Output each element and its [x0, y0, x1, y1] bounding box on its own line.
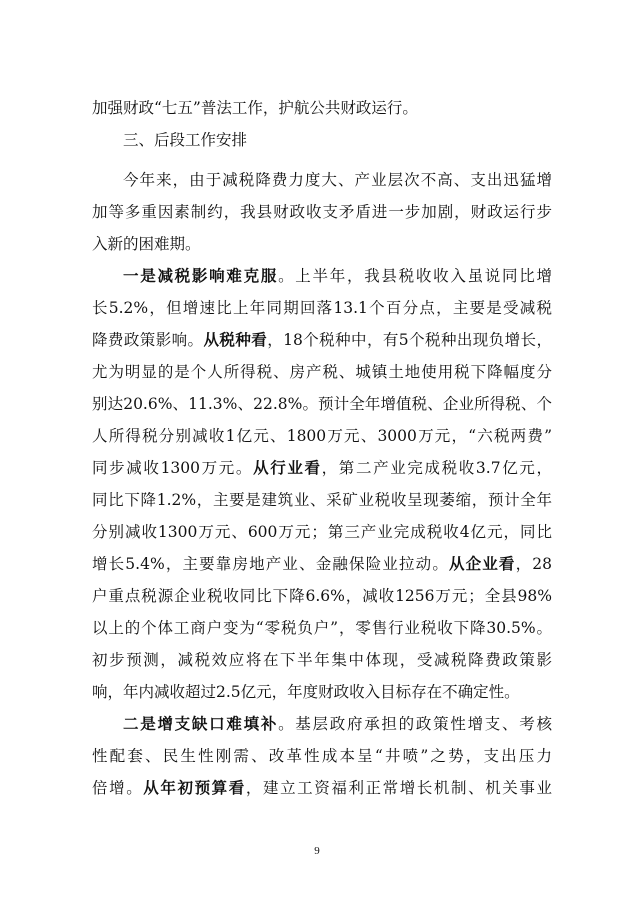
text-line — [92, 744, 552, 768]
text-line — [92, 360, 552, 384]
body-text-run: 初步预测，减税效应将在下半年集中体现，受减税降费政策影 — [92, 651, 552, 669]
body-text-run: 增长5.4%，主要靠房地产业、金融保险业拉动。 — [92, 555, 449, 573]
text-line — [92, 232, 552, 256]
text-line — [92, 488, 552, 512]
body-text-run: 人所得税分别减收1亿元、1800万元、3000万元，“六税两费” — [92, 427, 552, 445]
body-text-run: ，第二产业完成税收3.7亿元， — [321, 459, 552, 477]
body-text-run: ，28 — [515, 555, 552, 573]
body-text-run: 三、后段工作安排 — [123, 131, 248, 149]
text-line — [92, 96, 552, 120]
body-text-run: 加等多重因素制约，我县财政收支矛盾进一步加剧，财政运行步 — [92, 203, 552, 221]
text-line — [92, 328, 552, 352]
body-text-run: 入新的困难期。 — [92, 235, 201, 253]
text-line — [92, 712, 552, 736]
emphasis-text: 从行业看 — [253, 458, 322, 477]
text-line — [92, 520, 552, 544]
page-number: 9 — [314, 845, 320, 857]
text-line — [92, 168, 552, 192]
body-text-run: 。基层政府承担的政策性增支、考核 — [278, 715, 552, 733]
body-text-run: 今年来，由于减税降费力度大、产业层次不高、支出迅猛增 — [123, 171, 552, 189]
body-text-run: 同步减收1300万元。 — [92, 459, 254, 477]
emphasis-text: 从企业看 — [448, 554, 516, 573]
text-line — [92, 552, 552, 576]
text-line — [92, 680, 552, 704]
text-line — [92, 776, 552, 800]
body-text-run: 加强财政“七五”普法工作，护航公共财政运行。 — [92, 99, 418, 117]
text-line — [92, 456, 552, 480]
body-text-run: ，18个税种中，有5个税种出现负增长， — [267, 331, 552, 349]
text-line — [92, 584, 552, 608]
emphasis-text: 从年初预算看 — [143, 778, 246, 797]
body-text-run: 降费政策影响。 — [92, 331, 204, 349]
text-line — [92, 648, 552, 672]
text-line — [92, 616, 552, 640]
text-line — [92, 392, 552, 416]
body-text-run: 同比下降1.2%，主要是建筑业、采矿业税收呈现萎缩，预计全年 — [92, 491, 552, 509]
body-text-run: 尤为明显的是个人所得税、房产税、城镇土地使用税下降幅度分 — [92, 363, 552, 381]
text-line — [92, 128, 552, 152]
body-text-run: 分别减收1300万元、600万元；第三产业完成税收4亿元，同比 — [92, 523, 552, 541]
emphasis-text: 一是减税影响难克服 — [123, 267, 279, 285]
body-text-run: 长5.2%，但增速比上年同期回落13.1个百分点，主要是受减税 — [92, 299, 552, 317]
body-text-run: 户重点税源企业税收同比下降6.6%，减收1256万元；全县98% — [92, 587, 552, 605]
body-text-run: 性配套、民生性刚需、改革性成本呈“井喷”之势，支出压力 — [92, 747, 552, 765]
emphasis-text: 二是增支缺口难填补 — [123, 715, 279, 733]
body-text-run: ，建立工资福利正常增长机制、机关事业 — [245, 779, 552, 797]
body-text-run: 以上的个体工商户变为“零税负户”，零售行业税收下降30.5%。 — [92, 619, 552, 637]
text-line — [92, 424, 552, 448]
text-line — [92, 296, 552, 320]
body-text-run: 。上半年，我县税收收入虽说同比增 — [278, 267, 552, 285]
body-text-run: 倍增。 — [92, 779, 144, 797]
body-text-run: 别达20.6%、11.3%、22.8%。预计全年增值税、企业所得税、个 — [92, 395, 552, 413]
emphasis-text: 从税种看 — [203, 330, 268, 349]
body-text-run: 响，年内减收超过2.5亿元，年度财政收入目标存在不确定性。 — [92, 683, 520, 701]
text-line — [92, 200, 552, 224]
text-line — [92, 264, 552, 288]
